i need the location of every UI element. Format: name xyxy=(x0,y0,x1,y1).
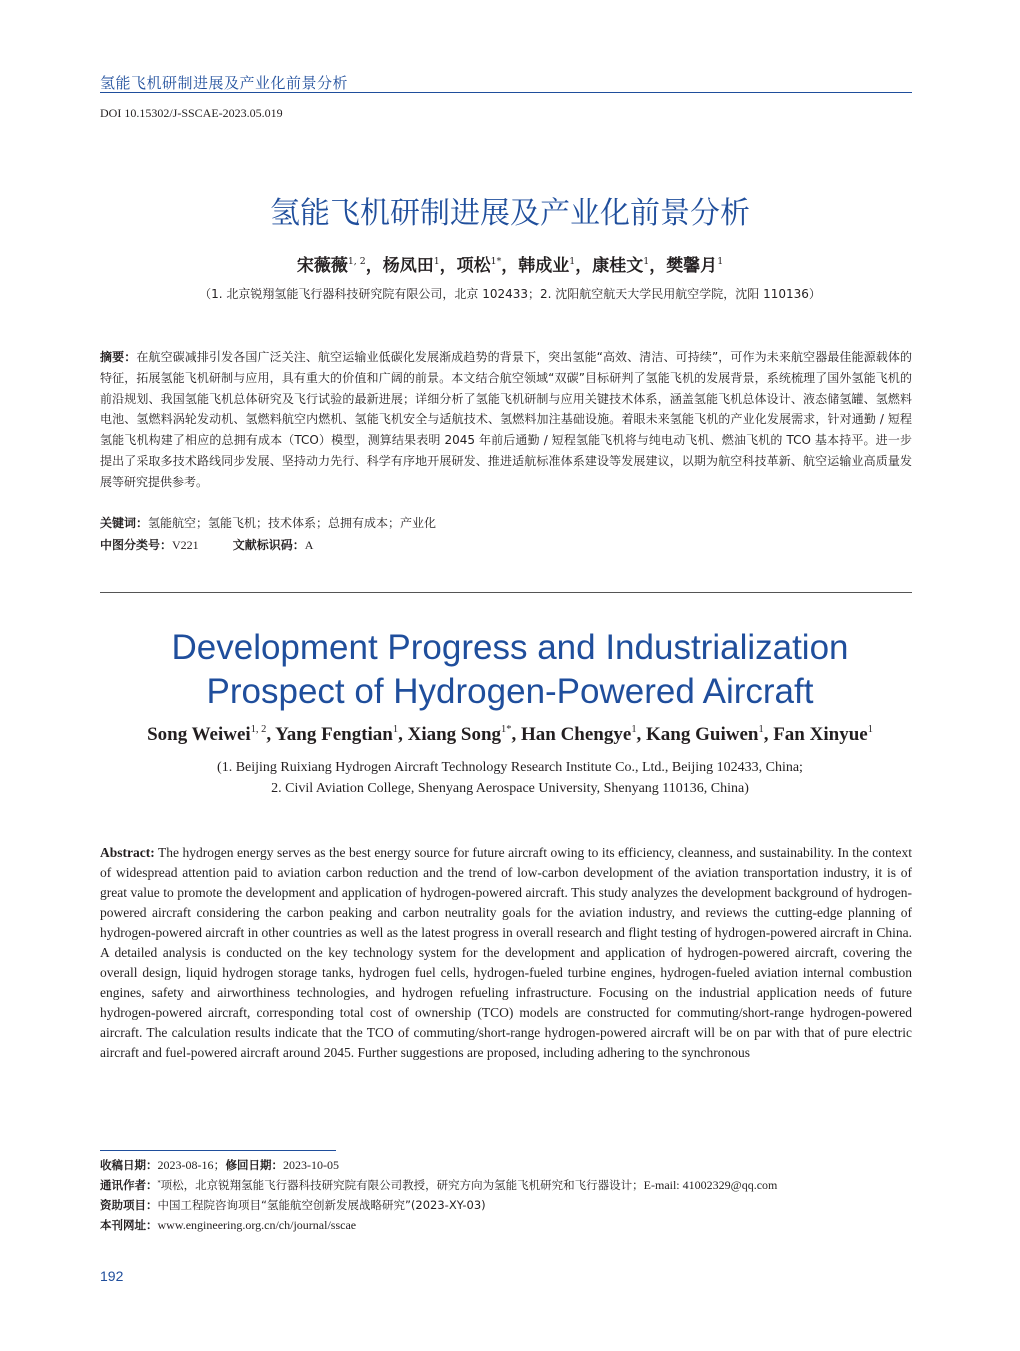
footnotes xyxy=(100,1155,912,1235)
author-cn: 韩成业$^1$， xyxy=(518,256,593,276)
page-number: 192 xyxy=(100,1268,124,1284)
affiliation-en-line2: 2. Civil Aviation College, Shenyang Aerospace University, Shenyang 110136, China) xyxy=(271,781,749,796)
class-value: V221 xyxy=(172,538,199,552)
author-en: Han Chengye$^1$, xyxy=(520,724,642,745)
footnote-dates: 收稿日期：2023-08-16；修回日期：2023-10-05 xyxy=(100,1158,339,1172)
footnote-website: 本刊网址：www.engineering.org.cn/ch/journal/sscae xyxy=(100,1218,357,1232)
author-cn: 樊馨月$^1$ xyxy=(666,256,724,276)
author-en: Kang Guiwen$^1$, xyxy=(646,724,769,745)
keywords-cn xyxy=(100,513,912,534)
author-en: Fan Xinyue$^1$ xyxy=(773,724,873,745)
abstract-cn-label: 摘要： xyxy=(100,350,137,364)
author-cn: 杨凤田$^1$， xyxy=(382,256,457,276)
footnote-funding: 资助项目：中国工程院咨询项目“氢能航空创新发展战略研究”(2023-XY-03) xyxy=(100,1198,486,1212)
author-en: Xiang Song$^{1*}$, xyxy=(407,724,517,745)
title-en-line2: Prospect of Hydrogen-Powered Aircraft xyxy=(206,672,814,711)
affiliation-cn: （1. 北京锐翔氢能飞行器科技研究院有限公司，北京 102433；2. 沈阳航空航天大学民用航空学院，沈阳 110136） xyxy=(199,287,821,301)
author-cn: 项松$^{1*}$， xyxy=(456,256,519,276)
abstract-en-text: The hydrogen energy serves as the best energy source for future aircraft owing to its efficiency, cleanness, and sustainability. In the context of widespread attention paid to aviation carbon reduction and the trend of low-carbon development of the aviation transportation industry, it is of great value to promote the development and application of hydrogen-powered aircraft. This study analyzes the development background of hydrogen-powered aircraft considering the carbon peaking and carbon neutrality goals for the aviation industry, and reviews the cutting-edge planning of hydrogen-powered aircraft in other countries as well as the latest progress in overall research and flight testing of hydrogen-powered aircraft in China. A detailed analysis is conducted on the key technology system for the development and application of hydrogen-powered aircraft, covering the overall design, liquid hydrogen storage tanks, hydrogen fuel cells, hydrogen-fueled turbine engines, hydrogen-fueled aviation internal combustion engines, safety and airworthiness technologies, and hydrogen refueling infrastructure. Focusing on the industrial application needs of future hydrogen-powered aircraft, corresponding total cost of ownership (TCO) models are constructed for commuting/short-range hydrogen-powered aircraft. The calculation results indicate that the TCO of commuting/short-range hydrogen-powered aircraft will be on par with that of pure electric aircraft and fuel-powered aircraft around 2045. Further suggestions are proposed, including adhering to the synchronous xyxy=(100,845,912,1060)
docid-value: A xyxy=(304,538,314,552)
abstract-en-label: Abstract: xyxy=(100,845,155,860)
class-label: 中图分类号： xyxy=(100,538,173,552)
classification-cn xyxy=(100,535,912,556)
title-cn: 氢能飞机研制进展及产业化前景分析 xyxy=(270,196,750,231)
authors-en xyxy=(0,724,1020,746)
doi: DOI 10.15302/J-SSCAE-2023.05.019 xyxy=(100,106,283,120)
keywords-cn-text: 氢能航空；氢能飞机；技术体系；总拥有成本；产业化 xyxy=(148,516,437,530)
section-separator xyxy=(100,592,912,593)
docid-label: 文献标识码： xyxy=(232,538,305,552)
title-en-line1: Development Progress and Industrialization xyxy=(171,628,849,667)
keywords-cn-label: 关键词： xyxy=(100,516,149,530)
author-en: Yang Fengtian$^1$, xyxy=(275,724,403,745)
author-cn: 康桂文$^1$， xyxy=(592,256,667,276)
abstract-cn-text: 在航空碳减排引发各国广泛关注、航空运输业低碳化发展渐成趋势的背景下，突出氢能“高效、清洁、可持续”，可作为未来航空器最佳能源载体的特征，拓展氢能飞机研制与应用，具有重大的价值和广阔的前景。本文结合航空领域“双碳”目标研判了氢能飞机的发展背景，系统梳理了国外氢能飞机的前沿规划、我国氢能飞机总体研究及飞行试验的最新进展；详细分析了氢能飞机研制与应用关键技术体系，涵盖氢能飞机总体设计、液态储氢罐、氢燃料电池、氢燃料涡轮发动机、氢燃料航空内燃机、氢能飞机安全与适航技术、氢燃料加注基础设施。着眼未来氢能飞机的产业化发展需求，针对通勤 / 短程氢能飞机构建了相应的总拥有成本（TCO）模型，测算结果表明 2045 年前后通勤 / 短程氢能飞机将与纯电动飞机、燃油飞机的 TCO 基本持平。进一步提出了采取多技术路线同步发展、坚持动力先行、科学有序地开展研发、推进适航标准体系建设等发展建议，以期为航空科技革新、航空运输业高质量发展等研究提供参考。 xyxy=(100,350,912,489)
authors-cn xyxy=(0,251,1020,276)
footnote-corresponding-author: 通讯作者：*项松，北京锐翔氢能飞行器科技研究院有限公司教授，研究方向为氢能飞机研究和飞行器设计；E-mail: 41002329@qq.com xyxy=(100,1178,778,1192)
journal-link[interactable]: www.engineering.org.cn/ch/journal/sscae xyxy=(157,1218,357,1232)
running-header: 氢能飞机研制进展及产业化前景分析 xyxy=(100,74,349,92)
author-cn: 宋薇薇$^{1, 2}$， xyxy=(296,256,383,276)
affiliation-en xyxy=(0,757,1020,799)
abstract-en xyxy=(100,843,912,1063)
footnote-rule xyxy=(100,1150,336,1151)
affiliation-en-line1: (1. Beijing Ruixiang Hydrogen Aircraft Technology Research Institute Co., Ltd., Beijing 102433, China; xyxy=(217,760,803,775)
author-en: Song Weiwei$^{1, 2}$, xyxy=(147,724,272,745)
header-rule xyxy=(100,92,912,93)
abstract-cn xyxy=(100,347,912,493)
title-en xyxy=(0,626,1020,714)
